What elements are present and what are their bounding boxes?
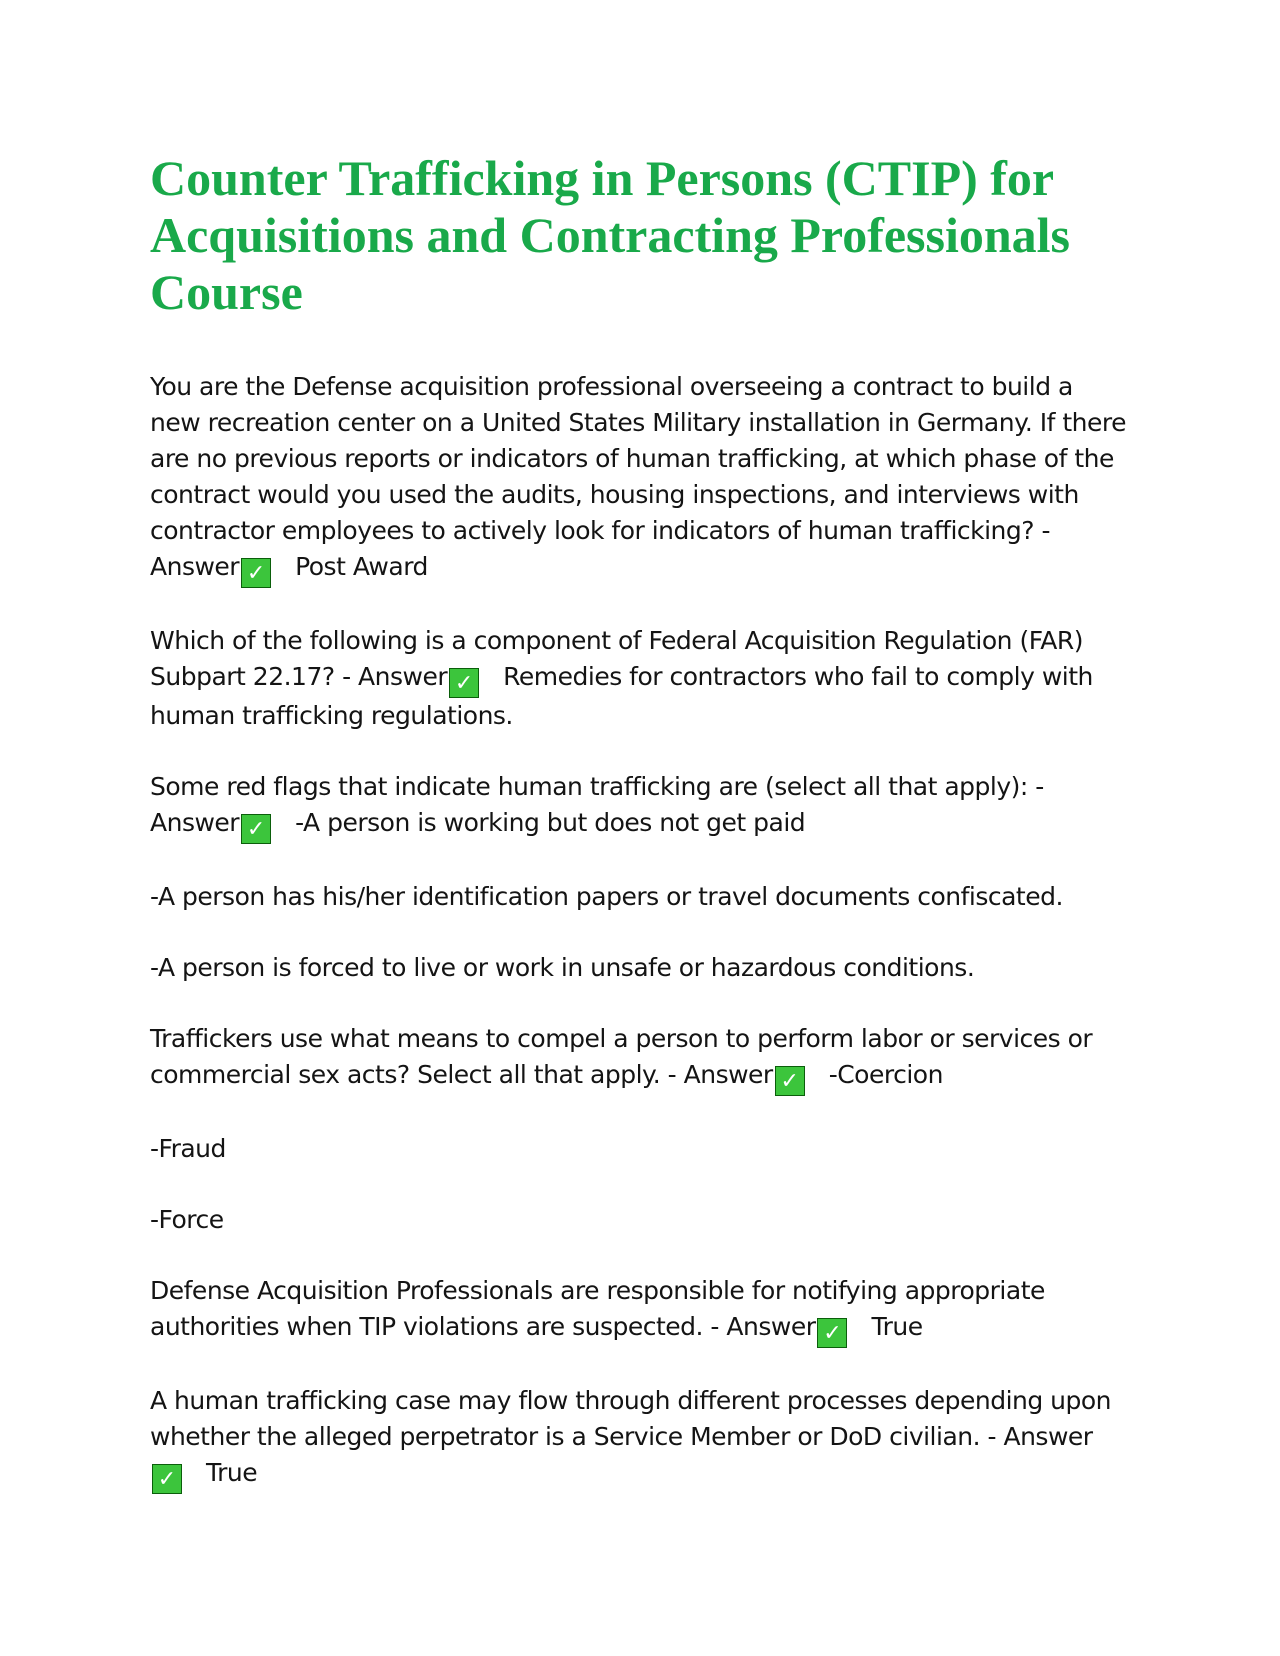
answer-line: -Fraud <box>150 1134 226 1163</box>
question-text: A human trafficking case may flow through different processes depending upon whether the alleged perpetrator is a Service Member or DoD civilian. - Answer <box>150 1386 1112 1451</box>
question-text: Some red flags that indicate human trafficking are (select all that apply): - Answer <box>150 772 1044 837</box>
check-mark-icon: ✓ <box>775 1066 805 1096</box>
qa-item-5 <box>150 1273 1130 1348</box>
answer-text: -A person is working but does not get paid <box>295 808 806 837</box>
answer-line: -Force <box>150 1205 224 1234</box>
qa-item-2 <box>150 623 1130 734</box>
answer-text: Post Award <box>295 552 428 581</box>
answer-line: -A person has his/her identification papers or travel documents confiscated. <box>150 882 1063 911</box>
question-text: Defense Acquisition Professionals are responsible for notifying appropriate authorities when TIP violations are suspected. - Answer <box>150 1276 1045 1341</box>
check-mark-icon: ✓ <box>152 1464 182 1494</box>
answer-text: Remedies for contractors who fail to comply with human trafficking regulations. <box>150 662 1093 730</box>
check-mark-icon: ✓ <box>241 814 271 844</box>
check-mark-icon: ✓ <box>449 668 479 698</box>
answer-text: True <box>871 1312 923 1341</box>
qa-item-1 <box>150 369 1130 588</box>
qa-item-4 <box>150 1021 1130 1096</box>
answer-text: -Coercion <box>828 1060 943 1089</box>
qa-item-6 <box>150 1383 1130 1494</box>
document-title: Counter Trafficking in Persons (CTIP) for Acquisitions and Contracting Professionals Course <box>150 150 1071 320</box>
document-page <box>150 150 1130 1529</box>
qa-content <box>150 369 1130 1494</box>
question-text: You are the Defense acquisition professional overseeing a contract to build a new recreation center on a United States Military installation in Germany. If there are no previous reports or indicators of human trafficking, at which phase of the contract would you used the audits, housing inspections, and interviews with contractor employees to actively look for indicators of human trafficking? - Answer <box>150 372 1126 581</box>
check-mark-icon: ✓ <box>241 558 271 588</box>
question-text: Which of the following is a component of Federal Acquisition Regulation (FAR) Subpart 22.17? - Answer <box>150 626 1084 691</box>
qa-item-3 <box>150 769 1130 844</box>
answer-text: True <box>206 1458 258 1487</box>
question-text: Traffickers use what means to compel a person to perform labor or services or commercial sex acts? Select all that apply. - Answer <box>150 1024 1093 1089</box>
check-mark-icon: ✓ <box>817 1318 847 1348</box>
answer-line: -A person is forced to live or work in unsafe or hazardous conditions. <box>150 953 975 982</box>
